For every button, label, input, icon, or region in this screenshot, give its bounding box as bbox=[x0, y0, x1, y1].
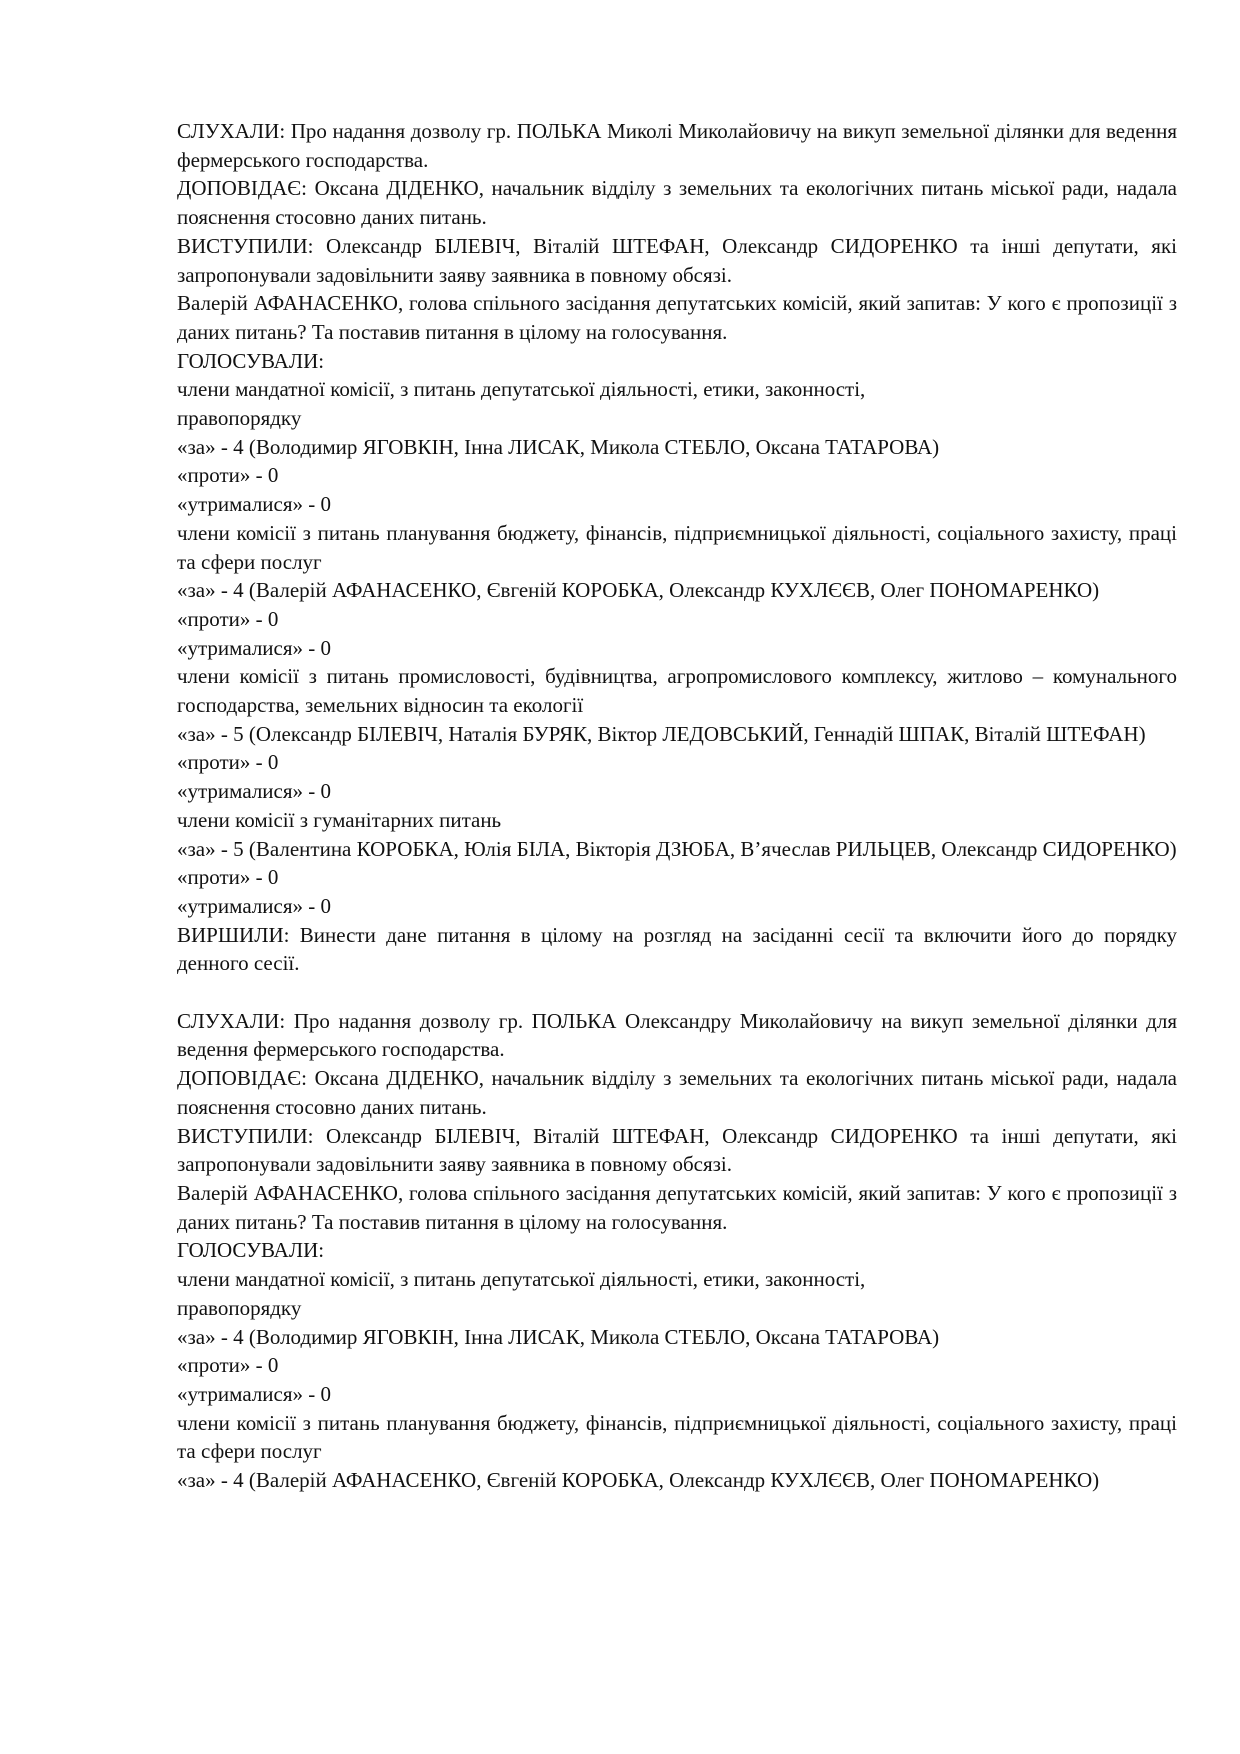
chair-paragraph: Валерій АФАНАСЕНКО, голова спільного засідання депутатських комісій, який запитав: У кого є пропозиції з даних питань? Та поставив питання в цілому на голосування. bbox=[177, 291, 1177, 344]
mandate-commission-title-cont: правопорядку bbox=[177, 406, 302, 431]
industry-vote-abstained: «утрималися» - 0 bbox=[177, 779, 332, 804]
mandate-vote-abstained: «утрималися» - 0 bbox=[177, 492, 332, 517]
agenda-item-1 bbox=[177, 117, 1177, 978]
industry-commission-title: члени комісії з питань промисловості, будівництва, агропромислового комплексу, житлово – комунального господарства, земельних відносин та екології bbox=[177, 664, 1177, 718]
voted-heading: ГОЛОСУВАЛИ: bbox=[177, 1238, 325, 1263]
chair-paragraph: Валерій АФАНАСЕНКО, голова спільного засідання депутатських комісій, який запитав: У кого є пропозиції з даних питань? Та поставив питання в цілому на голосування. bbox=[177, 1181, 1177, 1234]
spoke-paragraph: ВИСТУПИЛИ: Олександр БІЛЕВІЧ, Віталій ШТЕФАН, Олександр СИДОРЕНКО та інші депутати, які запропонували задовільнити заяву заявника в повному обсязі. bbox=[177, 1123, 1177, 1177]
section-gap bbox=[177, 978, 1177, 1007]
budget-vote-against: «проти» - 0 bbox=[177, 606, 279, 631]
budget-commission-title: члени комісії з питань планування бюджету, фінансів, підприємницької діяльності, соціального захисту, праці та сфери послуг bbox=[177, 1410, 1177, 1464]
humanitarian-vote-for: «за» - 5 (Валентина КОРОБКА, Юлія БІЛА, Вікторія ДЗЮБА, В’ячеслав РИЛЬЦЕВ, Олександр СИДОРЕНКО) bbox=[177, 836, 1177, 861]
mandate-vote-abstained: «утрималися» - 0 bbox=[177, 1381, 332, 1406]
mandate-vote-against: «проти» - 0 bbox=[177, 1353, 279, 1378]
reports-paragraph: ДОПОВІДАЄ: Оксана ДІДЕНКО, начальник відділу з земельних та екологічних питань міської ради, надала пояснення стосовно даних питань. bbox=[177, 176, 1177, 230]
decided-paragraph: ВИРШИЛИ: Винести дане питання в цілому на розгляд на засіданні сесії та включити його до порядку денного сесії. bbox=[177, 922, 1177, 976]
agenda-item-2 bbox=[177, 1007, 1177, 1495]
industry-vote-against: «проти» - 0 bbox=[177, 750, 279, 775]
budget-vote-for: «за» - 4 (Валерій АФАНАСЕНКО, Євгеній КОРОБКА, Олександр КУХЛЄЄВ, Олег ПОНОМАРЕНКО) bbox=[177, 1468, 1100, 1493]
spoke-paragraph: ВИСТУПИЛИ: Олександр БІЛЕВІЧ, Віталій ШТЕФАН, Олександр СИДОРЕНКО та інші депутати, які запропонували задовільнити заяву заявника в повному обсязі. bbox=[177, 233, 1177, 287]
humanitarian-vote-abstained: «утрималися» - 0 bbox=[177, 893, 332, 918]
budget-vote-abstained: «утрималися» - 0 bbox=[177, 635, 332, 660]
document-page bbox=[177, 117, 1177, 1495]
humanitarian-vote-against: «проти» - 0 bbox=[177, 865, 279, 890]
mandate-commission-title: члени мандатної комісії, з питань депутатської діяльності, етики, законності, bbox=[177, 1267, 866, 1292]
mandate-vote-for: «за» - 4 (Володимир ЯГОВКІН, Інна ЛИСАК, Микола СТЕБЛО, Оксана ТАТАРОВА) bbox=[177, 434, 940, 459]
humanitarian-commission-title: члени комісії з гуманітарних питань bbox=[177, 807, 502, 832]
heard-paragraph: СЛУХАЛИ: Про надання дозволу гр. ПОЛЬКА Олександру Миколайовичу на викуп земельної ділянки для ведення фермерського господарства. bbox=[177, 1008, 1177, 1062]
mandate-vote-against: «проти» - 0 bbox=[177, 463, 279, 488]
reports-paragraph: ДОПОВІДАЄ: Оксана ДІДЕНКО, начальник відділу з земельних та екологічних питань міської ради, надала пояснення стосовно даних питань. bbox=[177, 1066, 1177, 1119]
industry-vote-for: «за» - 5 (Олександр БІЛЕВІЧ, Наталія БУРЯК, Віктор ЛЕДОВСЬКИЙ, Геннадій ШПАК, Віталій ШТЕФАН) bbox=[177, 721, 1146, 746]
mandate-commission-title: члени мандатної комісії, з питань депутатської діяльності, етики, законності, bbox=[177, 377, 866, 402]
budget-vote-for: «за» - 4 (Валерій АФАНАСЕНКО, Євгеній КОРОБКА, Олександр КУХЛЄЄВ, Олег ПОНОМАРЕНКО) bbox=[177, 578, 1100, 603]
mandate-commission-title-cont: правопорядку bbox=[177, 1295, 302, 1320]
mandate-vote-for: «за» - 4 (Володимир ЯГОВКІН, Інна ЛИСАК, Микола СТЕБЛО, Оксана ТАТАРОВА) bbox=[177, 1324, 940, 1349]
budget-commission-title: члени комісії з питань планування бюджету, фінансів, підприємницької діяльності, соціального захисту, праці та сфери послуг bbox=[177, 520, 1177, 574]
voted-heading: ГОЛОСУВАЛИ: bbox=[177, 348, 325, 373]
heard-paragraph: СЛУХАЛИ: Про надання дозволу гр. ПОЛЬКА Миколі Миколайовичу на викуп земельної ділянки для ведення фермерського господарства. bbox=[177, 119, 1177, 172]
